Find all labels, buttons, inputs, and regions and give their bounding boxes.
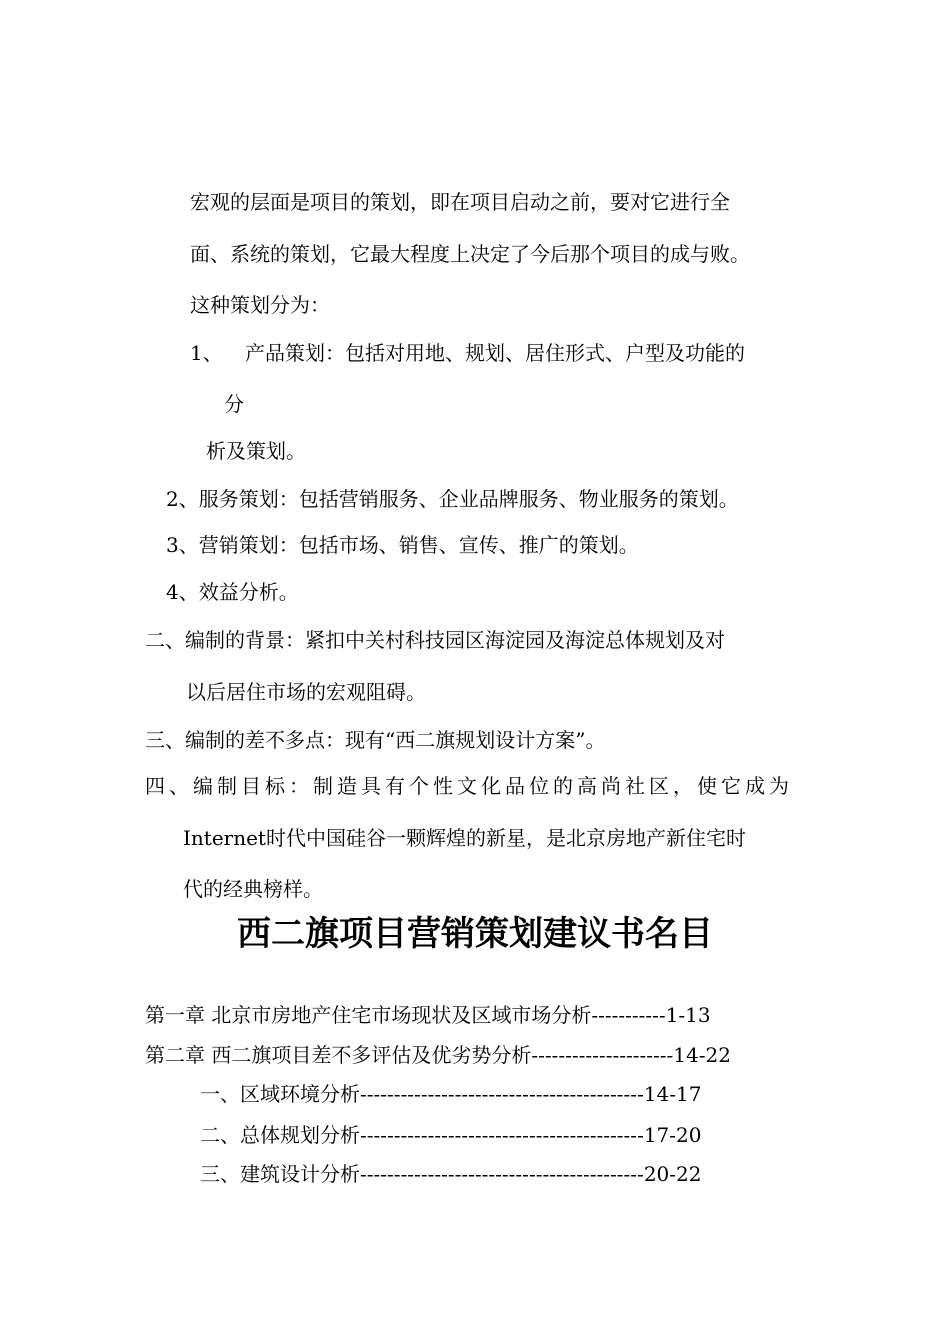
section-text: 以后居住市场的宏观阻碍。 — [186, 680, 426, 704]
toc-entry: 二、总体规划分析------------------------------------------17-20 — [200, 1123, 702, 1147]
list-item-text: 产品策划：包括对用地、规划、居住形式、户型及功能的 — [245, 341, 745, 365]
list-item: 2、服务策划：包括营销服务、企业品牌服务、物业服务的策划。 — [166, 487, 739, 511]
list-item-text: 分 — [224, 392, 244, 416]
paragraph-line: 宏观的层面是项目的策划，即在项目启动之前，要对它进行全 — [190, 190, 730, 214]
section-text: Internet时代中国硅谷一颗辉煌的新星，是北京房地产新住宅时 — [183, 826, 746, 850]
toc-entry: 一、区域环境分析------------------------------------------14-17 — [200, 1082, 702, 1106]
list-item: 4、效益分析。 — [166, 580, 299, 604]
paragraph-line: 这种策划分为： — [190, 293, 330, 317]
toc-entry: 第一章 北京市房地产住宅市场现状及区域市场分析-----------1-13 — [145, 1003, 711, 1027]
list-item-number: 1、 — [190, 341, 223, 365]
section-heading: 三、编制的差不多点：现有“西二旗规划设计方案”。 — [145, 728, 606, 752]
paragraph-line: 面、系统的策划，它最大程度上决定了今后那个项目的成与败。 — [190, 242, 750, 266]
section-heading: 二、编制的背景：紧扣中关村科技园区海淀园及海淀总体规划及对 — [145, 628, 725, 652]
section-text: 代的经典榜样。 — [183, 877, 323, 901]
toc-title: 西二旗项目营销策划建议书名目 — [237, 914, 713, 954]
toc-entry: 三、建筑设计分析------------------------------------------20-22 — [200, 1162, 702, 1186]
list-item: 3、营销策划：包括市场、销售、宣传、推广的策划。 — [166, 533, 639, 557]
list-item-text: 析及策划。 — [206, 439, 306, 463]
section-heading: 四、编制目标：制造具有个性文化品位的高尚社区，使它成为 — [145, 774, 793, 798]
toc-entry: 第二章 西二旗项目差不多评估及优劣势分析---------------------14-22 — [145, 1043, 731, 1067]
